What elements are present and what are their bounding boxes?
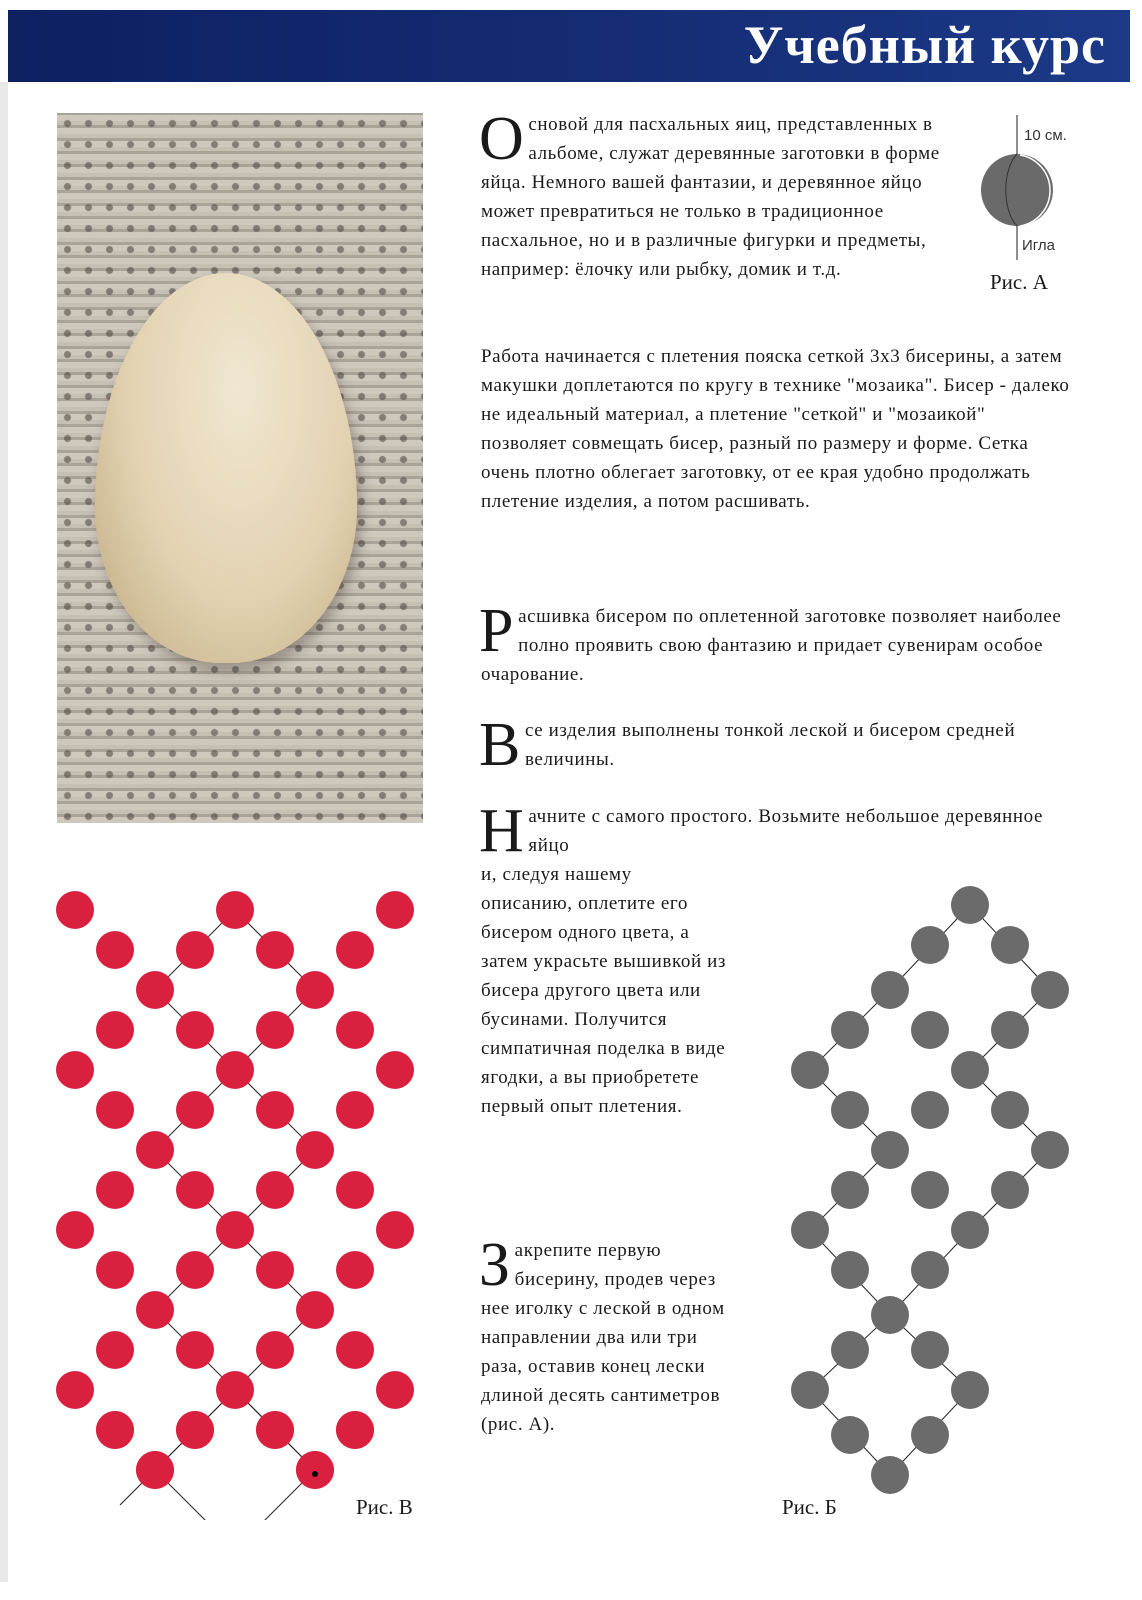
- bead: [831, 1011, 869, 1049]
- bead: [951, 1371, 989, 1409]
- bead: [96, 1011, 134, 1049]
- bead: [336, 1171, 374, 1209]
- bead: [216, 1211, 254, 1249]
- bead: [336, 1411, 374, 1449]
- figure-v-caption: Рис. Б: [782, 1495, 837, 1519]
- bead: [176, 1011, 214, 1049]
- bead: [176, 1411, 214, 1449]
- drop-cap: З: [479, 1231, 511, 1299]
- bead: [96, 1331, 134, 1369]
- bead: [911, 926, 949, 964]
- paragraph-work: Работа начинается с плетения пояска сеткой 3х3 бисерины, а затем макушки доплетаются по кругу в технике "мозаика". Бисер - далеко не идеальный материал, а плетение "сеткой" и "мозаикой" позволяет совмещать бисер, разный по размеру и форме. Сетка очень плотно облегает заготовку, от ее края удобно продолжать плетение изделия, а потом расшивать.: [481, 346, 1070, 512]
- bead: [1031, 1131, 1069, 1169]
- bead: [791, 1371, 829, 1409]
- paragraph-materials: [479, 711, 1071, 779]
- figure-b-diagram: [40, 880, 440, 1520]
- bead: [911, 1331, 949, 1369]
- paragraph-text: ачните с самого простого. Возьмите небольшое деревянное яйцо: [528, 806, 1043, 856]
- bead: [96, 1171, 134, 1209]
- bead: [376, 1051, 414, 1089]
- bead: [951, 886, 989, 924]
- bead: [256, 1011, 294, 1049]
- bead: [831, 1091, 869, 1129]
- bead: [136, 1131, 174, 1169]
- bead: [296, 1291, 334, 1329]
- wooden-egg: [95, 273, 357, 663]
- bead: [336, 931, 374, 969]
- egg-photo: [57, 113, 423, 823]
- bead: [96, 1411, 134, 1449]
- paragraph-embroidery: [479, 597, 1081, 689]
- bead: [176, 1331, 214, 1369]
- bead: [96, 1251, 134, 1289]
- bead: [176, 931, 214, 969]
- figure-v-diagram: [770, 870, 1100, 1510]
- figure-a-caption: Рис. А: [990, 270, 1048, 294]
- paragraph-start: [479, 797, 1061, 865]
- bead: [831, 1331, 869, 1369]
- bead: [991, 1171, 1029, 1209]
- bead: [256, 1171, 294, 1209]
- bead: [256, 1251, 294, 1289]
- bead: [216, 1371, 254, 1409]
- bead: [951, 1211, 989, 1249]
- bead: [831, 1416, 869, 1454]
- bead: [136, 1451, 174, 1489]
- bead: [951, 1051, 989, 1089]
- bead: [911, 1251, 949, 1289]
- bead: [871, 1456, 909, 1494]
- bead: [336, 1011, 374, 1049]
- bead: [911, 1091, 949, 1129]
- bead: [256, 931, 294, 969]
- bead: [871, 971, 909, 1009]
- page-edge: [0, 82, 8, 1582]
- bead: [256, 1411, 294, 1449]
- bead: [296, 1131, 334, 1169]
- bead: [56, 1051, 94, 1089]
- label-needle: Игла: [1022, 237, 1056, 254]
- bead: [791, 1051, 829, 1089]
- bead: [831, 1171, 869, 1209]
- bead: [981, 154, 1053, 226]
- figure-b-caption: Рис. В: [356, 1495, 413, 1519]
- bead: [336, 1331, 374, 1369]
- bead: [336, 1251, 374, 1289]
- bead: [136, 971, 174, 1009]
- bead: [256, 1091, 294, 1129]
- bead: [376, 891, 414, 929]
- bead: [96, 1091, 134, 1129]
- paragraph-intro: [479, 105, 951, 284]
- bead: [176, 1251, 214, 1289]
- bead: [296, 1451, 334, 1489]
- bead: [991, 1011, 1029, 1049]
- figure-a-diagram: [980, 110, 1090, 270]
- drop-cap: В: [479, 711, 521, 779]
- start-dot: [312, 1471, 318, 1477]
- paragraph-text: сновой для пасхальных яиц, представленных в альбоме, служат деревянные заготовки в форме яйца. Немного вашей фантазии, и деревянное яйцо может превратиться не только в традиционное пасхальное, но и в различные фигурки и предметы, например: ёлочку или рыбку, домик и т.д.: [481, 114, 940, 280]
- bead: [296, 971, 334, 1009]
- page-header: [8, 10, 1130, 82]
- thread-line: [120, 1390, 235, 1505]
- page-title: Учебный курс: [743, 15, 1106, 75]
- bead: [911, 1416, 949, 1454]
- bead: [176, 1171, 214, 1209]
- bead: [56, 1211, 94, 1249]
- bead: [176, 1091, 214, 1129]
- bead: [56, 1371, 94, 1409]
- paragraph-text: асшивка бисером по оплетенной заготовке позволяет наиболее полно проявить свою фантазию и придает сувенирам особое очарование.: [481, 606, 1062, 685]
- bead: [991, 926, 1029, 964]
- bead: [376, 1371, 414, 1409]
- bead: [376, 1211, 414, 1249]
- bead: [911, 1171, 949, 1209]
- bead: [991, 1091, 1029, 1129]
- bead: [1031, 971, 1069, 1009]
- paragraph-text: се изделия выполнены тонкой леской и бисером средней величины.: [524, 720, 1016, 770]
- bead: [256, 1331, 294, 1369]
- paragraph-fix: [479, 1231, 726, 1439]
- bead: [56, 891, 94, 929]
- bead: [791, 1211, 829, 1249]
- paragraph-start-cont: и, следуя нашему описанию, оплетите его бисером одного цвета, а затем украсьте вышивкой из бисера другого цвета или бусинами. Получится симпатичная поделка в виде ягодки, а вы приобретете первый опыт плетения.: [481, 864, 726, 1117]
- bead: [911, 1011, 949, 1049]
- bead: [96, 931, 134, 969]
- bead: [831, 1251, 869, 1289]
- drop-cap: О: [479, 105, 525, 173]
- bead: [216, 891, 254, 929]
- bead: [136, 1291, 174, 1329]
- bead: [871, 1131, 909, 1169]
- bead: [336, 1091, 374, 1129]
- paragraph-text: акрепите первую бисерину, продев через нее иголку с леской в одном направлении два или три раза, оставив конец лески длиной десять сантиметров (рис. А).: [481, 1240, 725, 1435]
- bead: [216, 1051, 254, 1089]
- drop-cap: Н: [479, 797, 525, 865]
- label-10cm: 10 см.: [1024, 127, 1067, 144]
- drop-cap: Р: [479, 597, 515, 665]
- bead: [871, 1296, 909, 1334]
